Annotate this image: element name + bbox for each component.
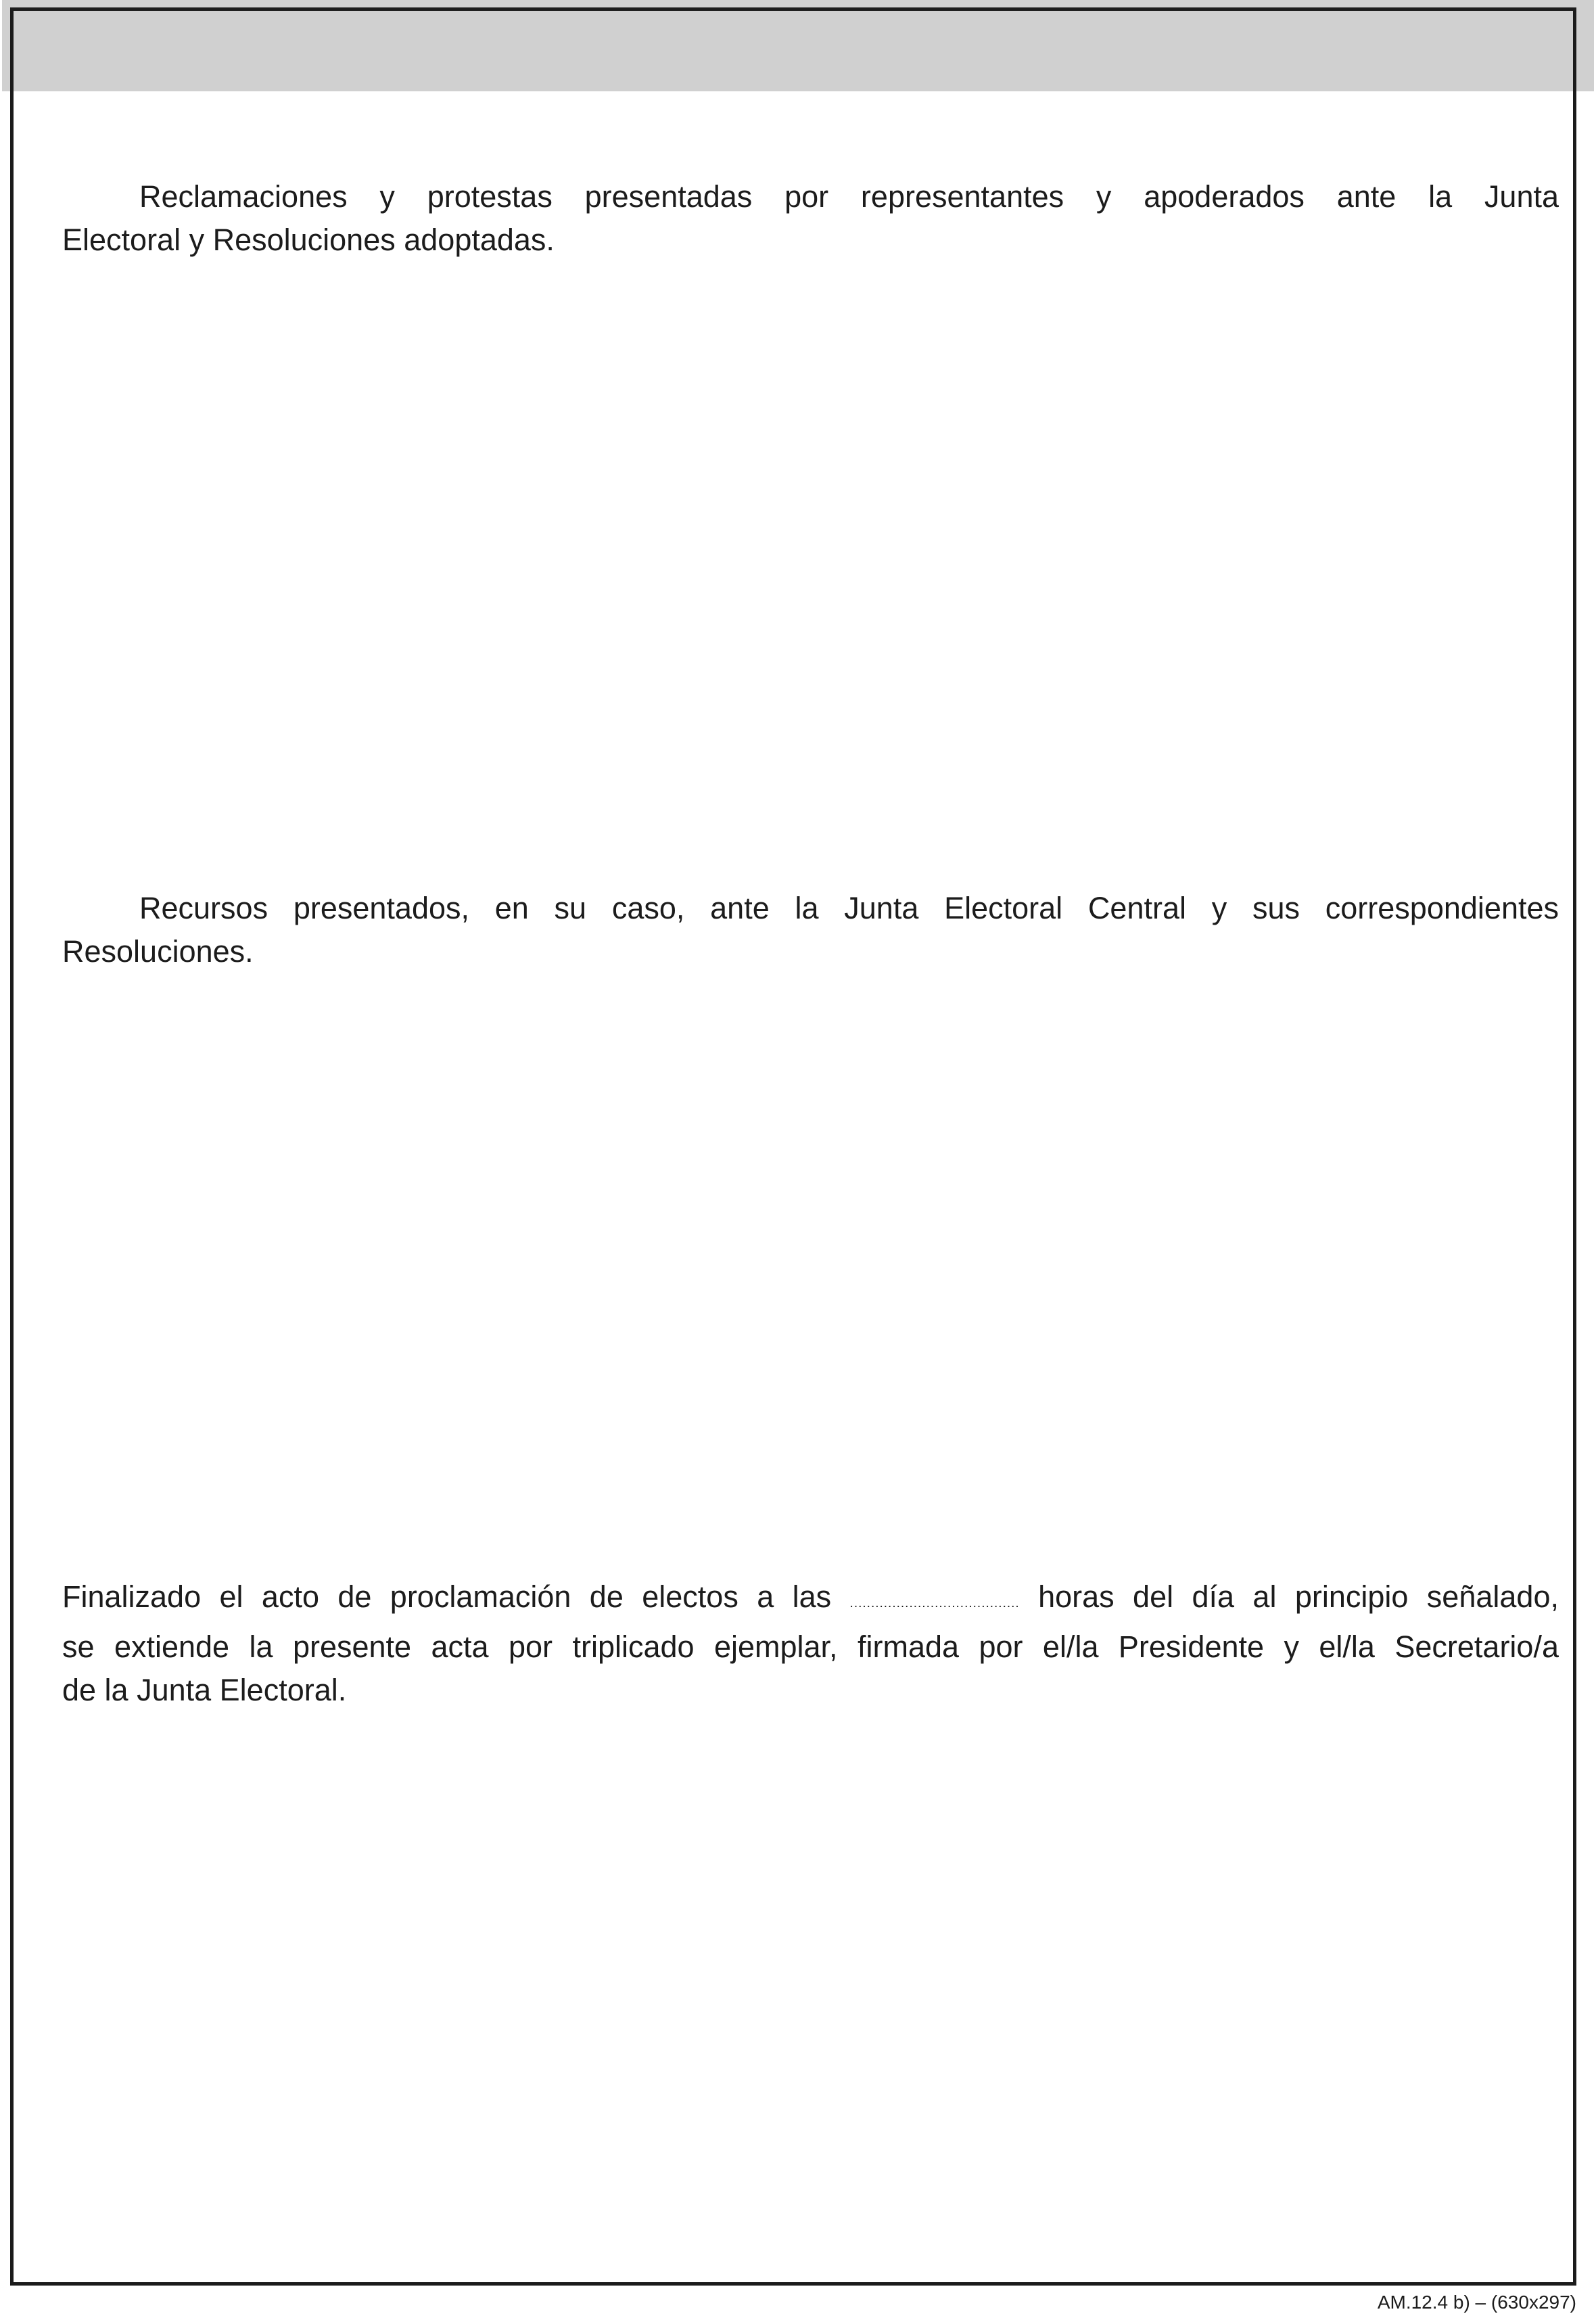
text-line: se extiende la presente acta por triplicado ejemplar, firmada por el/la Presidente y el/la Secretario/a	[62, 1629, 1559, 1664]
text-line: Electoral y Resoluciones adoptadas.	[62, 223, 555, 257]
finalizado-text-after-field: horas del día al principio señalado,	[1038, 1579, 1559, 1614]
form-code: AM.12.4 b) – (630x297)	[1377, 2292, 1576, 2313]
paragraph-reclamaciones	[62, 175, 1559, 262]
paragraph-recursos	[62, 887, 1559, 973]
text-line: Resoluciones.	[62, 934, 254, 969]
finalizado-text-before-field: Finalizado el acto de proclamación de electos a las	[62, 1579, 832, 1614]
hours-fill-in-field: ........................................	[849, 1596, 1020, 1611]
paragraph-finalizado	[62, 1575, 1559, 1712]
page-content	[62, 0, 1559, 2316]
text-line: Reclamaciones y protestas presentadas por representantes y apoderados ante la Junta	[139, 179, 1559, 214]
text-line: Recursos presentados, en su caso, ante la Junta Electoral Central y sus correspondientes	[139, 891, 1559, 925]
text-line: de la Junta Electoral.	[62, 1673, 347, 1707]
text-line	[62, 1575, 1559, 1625]
